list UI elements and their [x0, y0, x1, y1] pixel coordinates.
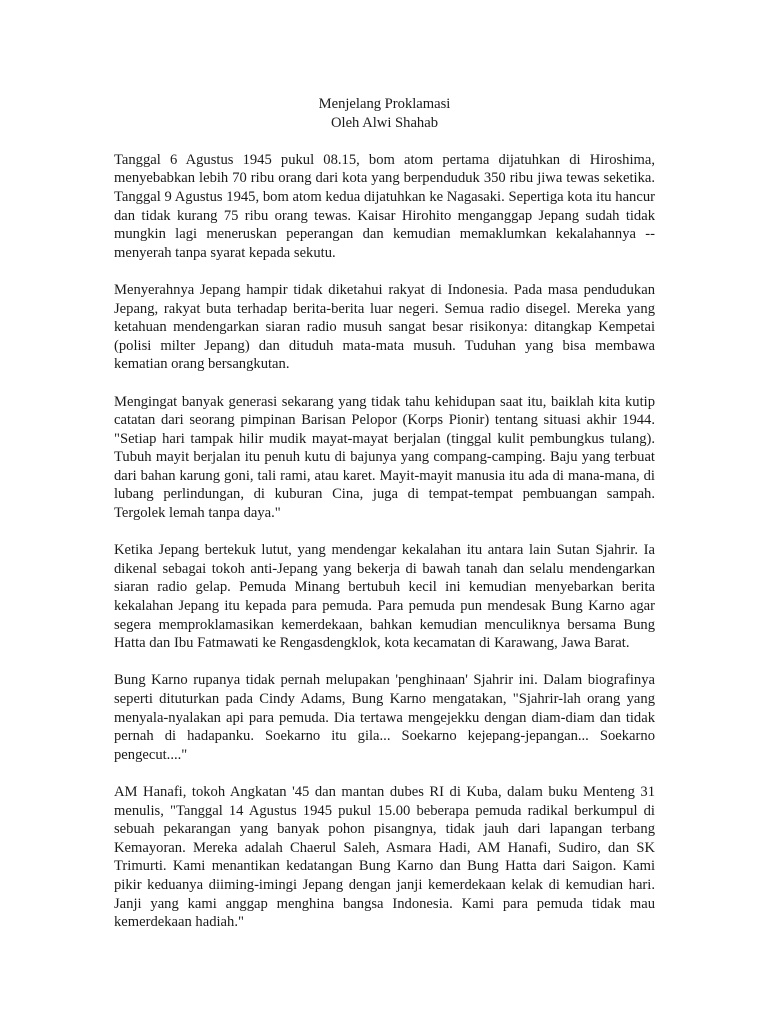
document-page [114, 95, 655, 950]
title-block [114, 95, 655, 132]
document-title: Menjelang Proklamasi [318, 96, 451, 112]
document-author: Oleh Alwi Shahab [330, 114, 438, 131]
paragraph-4: Ketika Jepang bertekuk lutut, yang mendengar kekalahan itu antara lain Sutan Sjahrir. Ia dikenal sebagai tokoh anti-Jepang yang bekerja di bawah tanah dan selalu mendengarkan siaran radio gelap. Pemuda Minang bertubuh kecil ini kemudian menyebarkan berita kekalahan Jepang itu kepada para pemuda. Para pemuda pun mendesak Bung Karno agar segera memproklamasikan kemerdekaan, bahkan kemudian menculiknya bersama Bung Hatta dan Ibu Fatmawati ke Rengasdengklok, kota kecamatan di Karawang, Jawa Barat. [114, 542, 655, 652]
paragraph-5: Bung Karno rupanya tidak pernah melupakan 'penghinaan' Sjahrir ini. Dalam biografinya seperti dituturkan pada Cindy Adams, Bung Karno mengatakan, "Sjahrir-lah orang yang menyala-nyalakan api para pemuda. Dia tertawa mengejekku dengan diam-diam dan tidak pernah di hadapanku. Soekarno itu gila... Soekarno kejepang-jepangan... Soekarno pengecut...." [114, 672, 655, 763]
paragraph-2: Menyerahnya Jepang hampir tidak diketahui rakyat di Indonesia. Pada masa pendudukan Jepang, rakyat buta terhadap berita-berita luar negeri. Semua radio disegel. Mereka yang ketahuan mendengarkan siaran radio musuh sangat besar risikonya: ditangkap Kempetai (polisi milter Jepang) dan dituduh mata-mata musuh. Tuduhan yang bisa membawa kematian orang bersangkutan. [114, 281, 655, 373]
paragraph-3: Mengingat banyak generasi sekarang yang tidak tahu kehidupan saat itu, baiklah kita kutip catatan dari seorang pimpinan Barisan Pelopor (Korps Pionir) tentang situasi akhir 1944. "Setiap hari tampak hilir mudik mayat-mayat berjalan (tinggal kulit pembungkus tulang). Tubuh mayit berjalan itu penuh kutu di bajunya yang compang-camping. Baju yang terbuat dari bahan karung goni, tali rami, atau karet. Mayit-mayit manusia itu ada di mana-mana, di lubang perlindungan, di kuburan Cina, juga di tempat-tempat pembuangan sampah. Tergolek lemah tanpa daya." [114, 393, 655, 522]
paragraph-1: Tanggal 6 Agustus 1945 pukul 08.15, bom atom pertama dijatuhkan di Hiroshima, menyebabkan lebih 70 ribu orang dari kota yang berpenduduk 350 ribu jiwa tewas seketika. Tanggal 9 Agustus 1945, bom atom kedua dijatuhkan ke Nagasaki. Sepertiga kota itu hancur dan tidak kurang 75 ribu orang tewas. Kaisar Hirohito menganggap Jepang sudah tidak mungkin lagi meneruskan peperangan dan kemudian memaklumkan kekalahannya --menyerah tanpa syarat kepada sekutu. [114, 151, 655, 261]
paragraph-6: AM Hanafi, tokoh Angkatan '45 dan mantan dubes RI di Kuba, dalam buku Menteng 31 menulis, "Tanggal 14 Agustus 1945 pukul 15.00 beberapa pemuda radikal berkumpul di sebuah pekarangan yang banyak pohon pisangnya, tidak jauh dari lapangan terbang Kemayoran. Mereka adalah Chaerul Saleh, Asmara Hadi, AM Hanafi, Sudiro, dan SK Trimurti. Kami menantikan kedatangan Bung Karno dan Bung Hatta dari Saigon. Kami pikir keduanya diiming-imingi Jepang dengan janji kemerdekaan kelak di kemudian hari. Janji yang kami anggap menghina bangsa Indonesia. Kami para pemuda tidak mau kemerdekaan hadiah." [114, 783, 655, 931]
